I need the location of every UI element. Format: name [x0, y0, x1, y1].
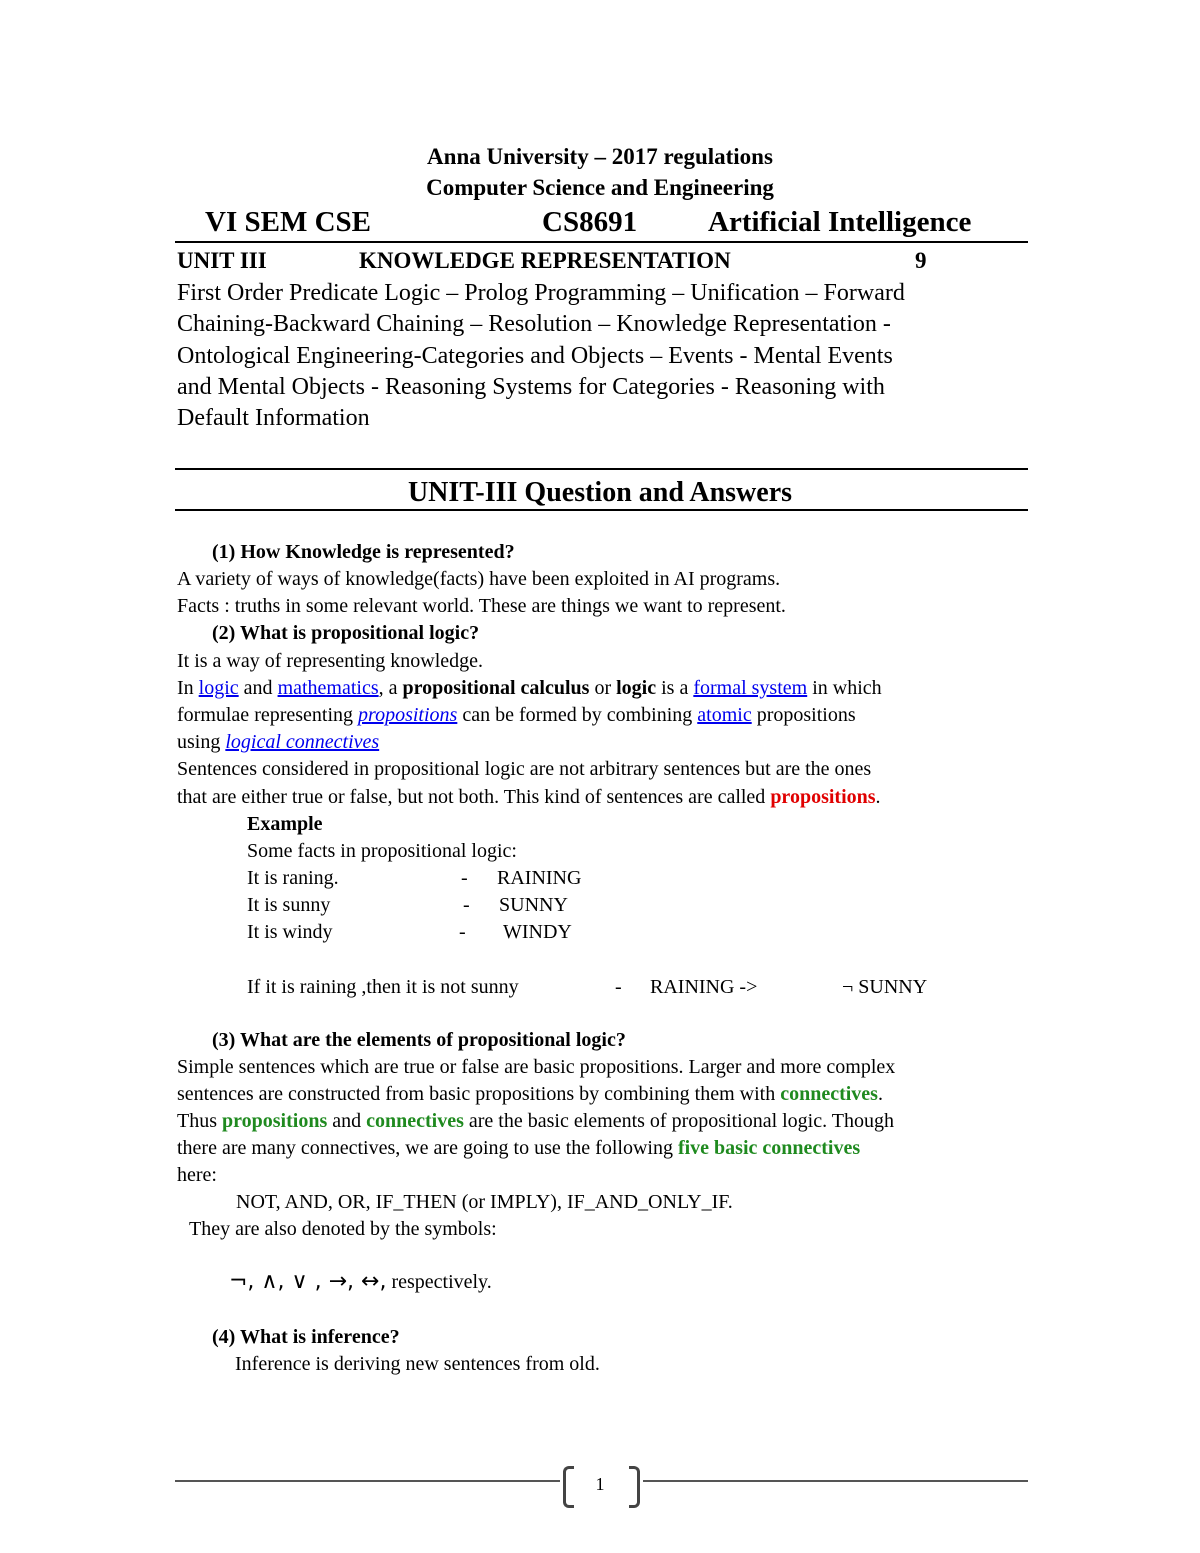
university-title: Anna University – 2017 regulations — [427, 144, 773, 169]
symbols-line — [229, 1269, 492, 1294]
syllabus-line: Default Information — [177, 405, 370, 431]
text-span: can be formed by combining — [457, 704, 698, 726]
syllabus-line: and Mental Objects - Reasoning Systems for Categories - Reasoning with — [177, 374, 885, 400]
example-intro: Some facts in propositional logic: — [247, 840, 517, 862]
answer-line — [177, 1083, 883, 1106]
highlight-green: connectives — [366, 1110, 464, 1132]
propositions-link[interactable]: propositions — [358, 704, 458, 726]
symbols-intro: They are also denoted by the symbols: — [189, 1218, 497, 1240]
text-span: and — [238, 677, 278, 699]
answer-line — [177, 677, 882, 700]
page-number: 1 — [595, 1474, 605, 1494]
fact-dash: - — [459, 921, 466, 943]
text-span: using — [177, 731, 226, 753]
semester-label: VI SEM CSE — [205, 206, 371, 238]
syllabus-line: Ontological Engineering-Categories and Objects – Events - Mental Events — [177, 343, 893, 369]
fact-dash: - — [463, 894, 470, 916]
unit-hours: 9 — [915, 248, 927, 273]
syllabus-line: First Order Predicate Logic – Prolog Programming – Unification – Forward — [177, 280, 905, 306]
answer-line — [177, 1110, 894, 1133]
highlight-green: connectives — [780, 1083, 878, 1105]
question-3: (3) What are the elements of propositional logic? — [212, 1029, 626, 1051]
connectives-list: NOT, AND, OR, IF_THEN (or IMPLY), IF_AND_ONLY_IF. — [236, 1191, 733, 1213]
answer-line: A variety of ways of knowledge(facts) have been exploited in AI programs. — [177, 568, 781, 590]
fact-text: It is raning. — [247, 867, 339, 889]
answer-line — [177, 731, 379, 754]
text-span: or — [589, 677, 617, 699]
header-divider — [175, 241, 1028, 243]
mathematics-link[interactable]: mathematics — [277, 677, 379, 699]
section-title: UNIT-III Question and Answers — [407, 477, 793, 508]
fact-symbol: RAINING — [497, 867, 582, 889]
text-span: , a — [378, 677, 403, 699]
highlight-red: propositions — [770, 786, 876, 808]
fact-text: It is sunny — [247, 894, 331, 916]
formal-system-link[interactable]: formal system — [693, 677, 808, 699]
answer-line — [177, 786, 881, 809]
course-code: CS8691 — [542, 206, 638, 238]
text-span: is a — [656, 677, 694, 699]
fact-symbol: WINDY — [503, 921, 572, 943]
answer-line: Facts : truths in some relevant world. These are things we want to represent. — [177, 595, 786, 617]
fact-symbol: SUNNY — [499, 894, 568, 916]
rule-lhs: RAINING -> — [650, 976, 758, 998]
logical-connectives-link[interactable]: logical connectives — [225, 731, 380, 753]
text-span: . — [875, 786, 881, 808]
course-title: Artificial Intelligence — [708, 206, 972, 238]
unit-number: UNIT III — [177, 248, 267, 273]
highlight-green: propositions — [222, 1110, 328, 1132]
rule-text: If it is raining ,then it is not sunny — [247, 976, 519, 998]
footer-bracket-right — [629, 1466, 640, 1508]
logic-link[interactable]: logic — [198, 677, 239, 699]
text-span: propositions — [751, 704, 856, 726]
section-bottom-rule — [175, 509, 1028, 511]
text-span: there are many connectives, we are going to use the following — [177, 1137, 678, 1159]
answer-line: Simple sentences which are true or false are basic propositions. Larger and more complex — [177, 1056, 896, 1078]
text-span: are the basic elements of propositional logic. Though — [463, 1110, 894, 1132]
question-2: (2) What is propositional logic? — [212, 622, 480, 644]
unit-title: KNOWLEDGE REPRESENTATION — [359, 248, 731, 273]
question-1: (1) How Knowledge is represented? — [212, 541, 515, 563]
text-span: sentences are constructed from basic propositions by combining them with — [177, 1083, 781, 1105]
answer-line: It is a way of representing knowledge. — [177, 650, 484, 672]
answer-line: here: — [177, 1164, 217, 1186]
answer-line — [177, 1137, 860, 1160]
answer-line — [177, 704, 856, 727]
answer-line: Inference is deriving new sentences from old. — [235, 1353, 600, 1375]
fact-dash: - — [461, 867, 468, 889]
text-span: Thus — [177, 1110, 222, 1132]
text-span: In — [177, 677, 199, 699]
fact-text: It is windy — [247, 921, 333, 943]
highlight-green: five basic connectives — [677, 1137, 861, 1159]
syllabus-line: Chaining-Backward Chaining – Resolution – Knowledge Representation - — [177, 311, 891, 337]
example-label: Example — [247, 813, 323, 835]
rule-rhs: ¬ SUNNY — [842, 976, 928, 998]
text-span: in which — [807, 677, 882, 699]
bold-term: logic — [616, 677, 657, 699]
logic-symbols: ¬, ∧, ∨ , →, ↔, — [229, 1269, 387, 1294]
section-top-rule — [175, 468, 1028, 470]
text-span: formulae representing — [177, 704, 359, 726]
text-span: respectively. — [386, 1271, 492, 1293]
text-span: . — [877, 1083, 883, 1105]
bold-term: propositional calculus — [402, 677, 590, 699]
question-4: (4) What is inference? — [212, 1326, 400, 1348]
answer-line: Sentences considered in propositional logic are not arbitrary sentences but are the ones — [177, 758, 872, 780]
text-span: that are either true or false, but not both. This kind of sentences are called — [177, 786, 771, 808]
department-title: Computer Science and Engineering — [426, 175, 774, 200]
footer-rule-right — [643, 1480, 1028, 1482]
atomic-link[interactable]: atomic — [697, 704, 752, 726]
rule-dash: - — [615, 976, 622, 998]
text-span: and — [327, 1110, 367, 1132]
